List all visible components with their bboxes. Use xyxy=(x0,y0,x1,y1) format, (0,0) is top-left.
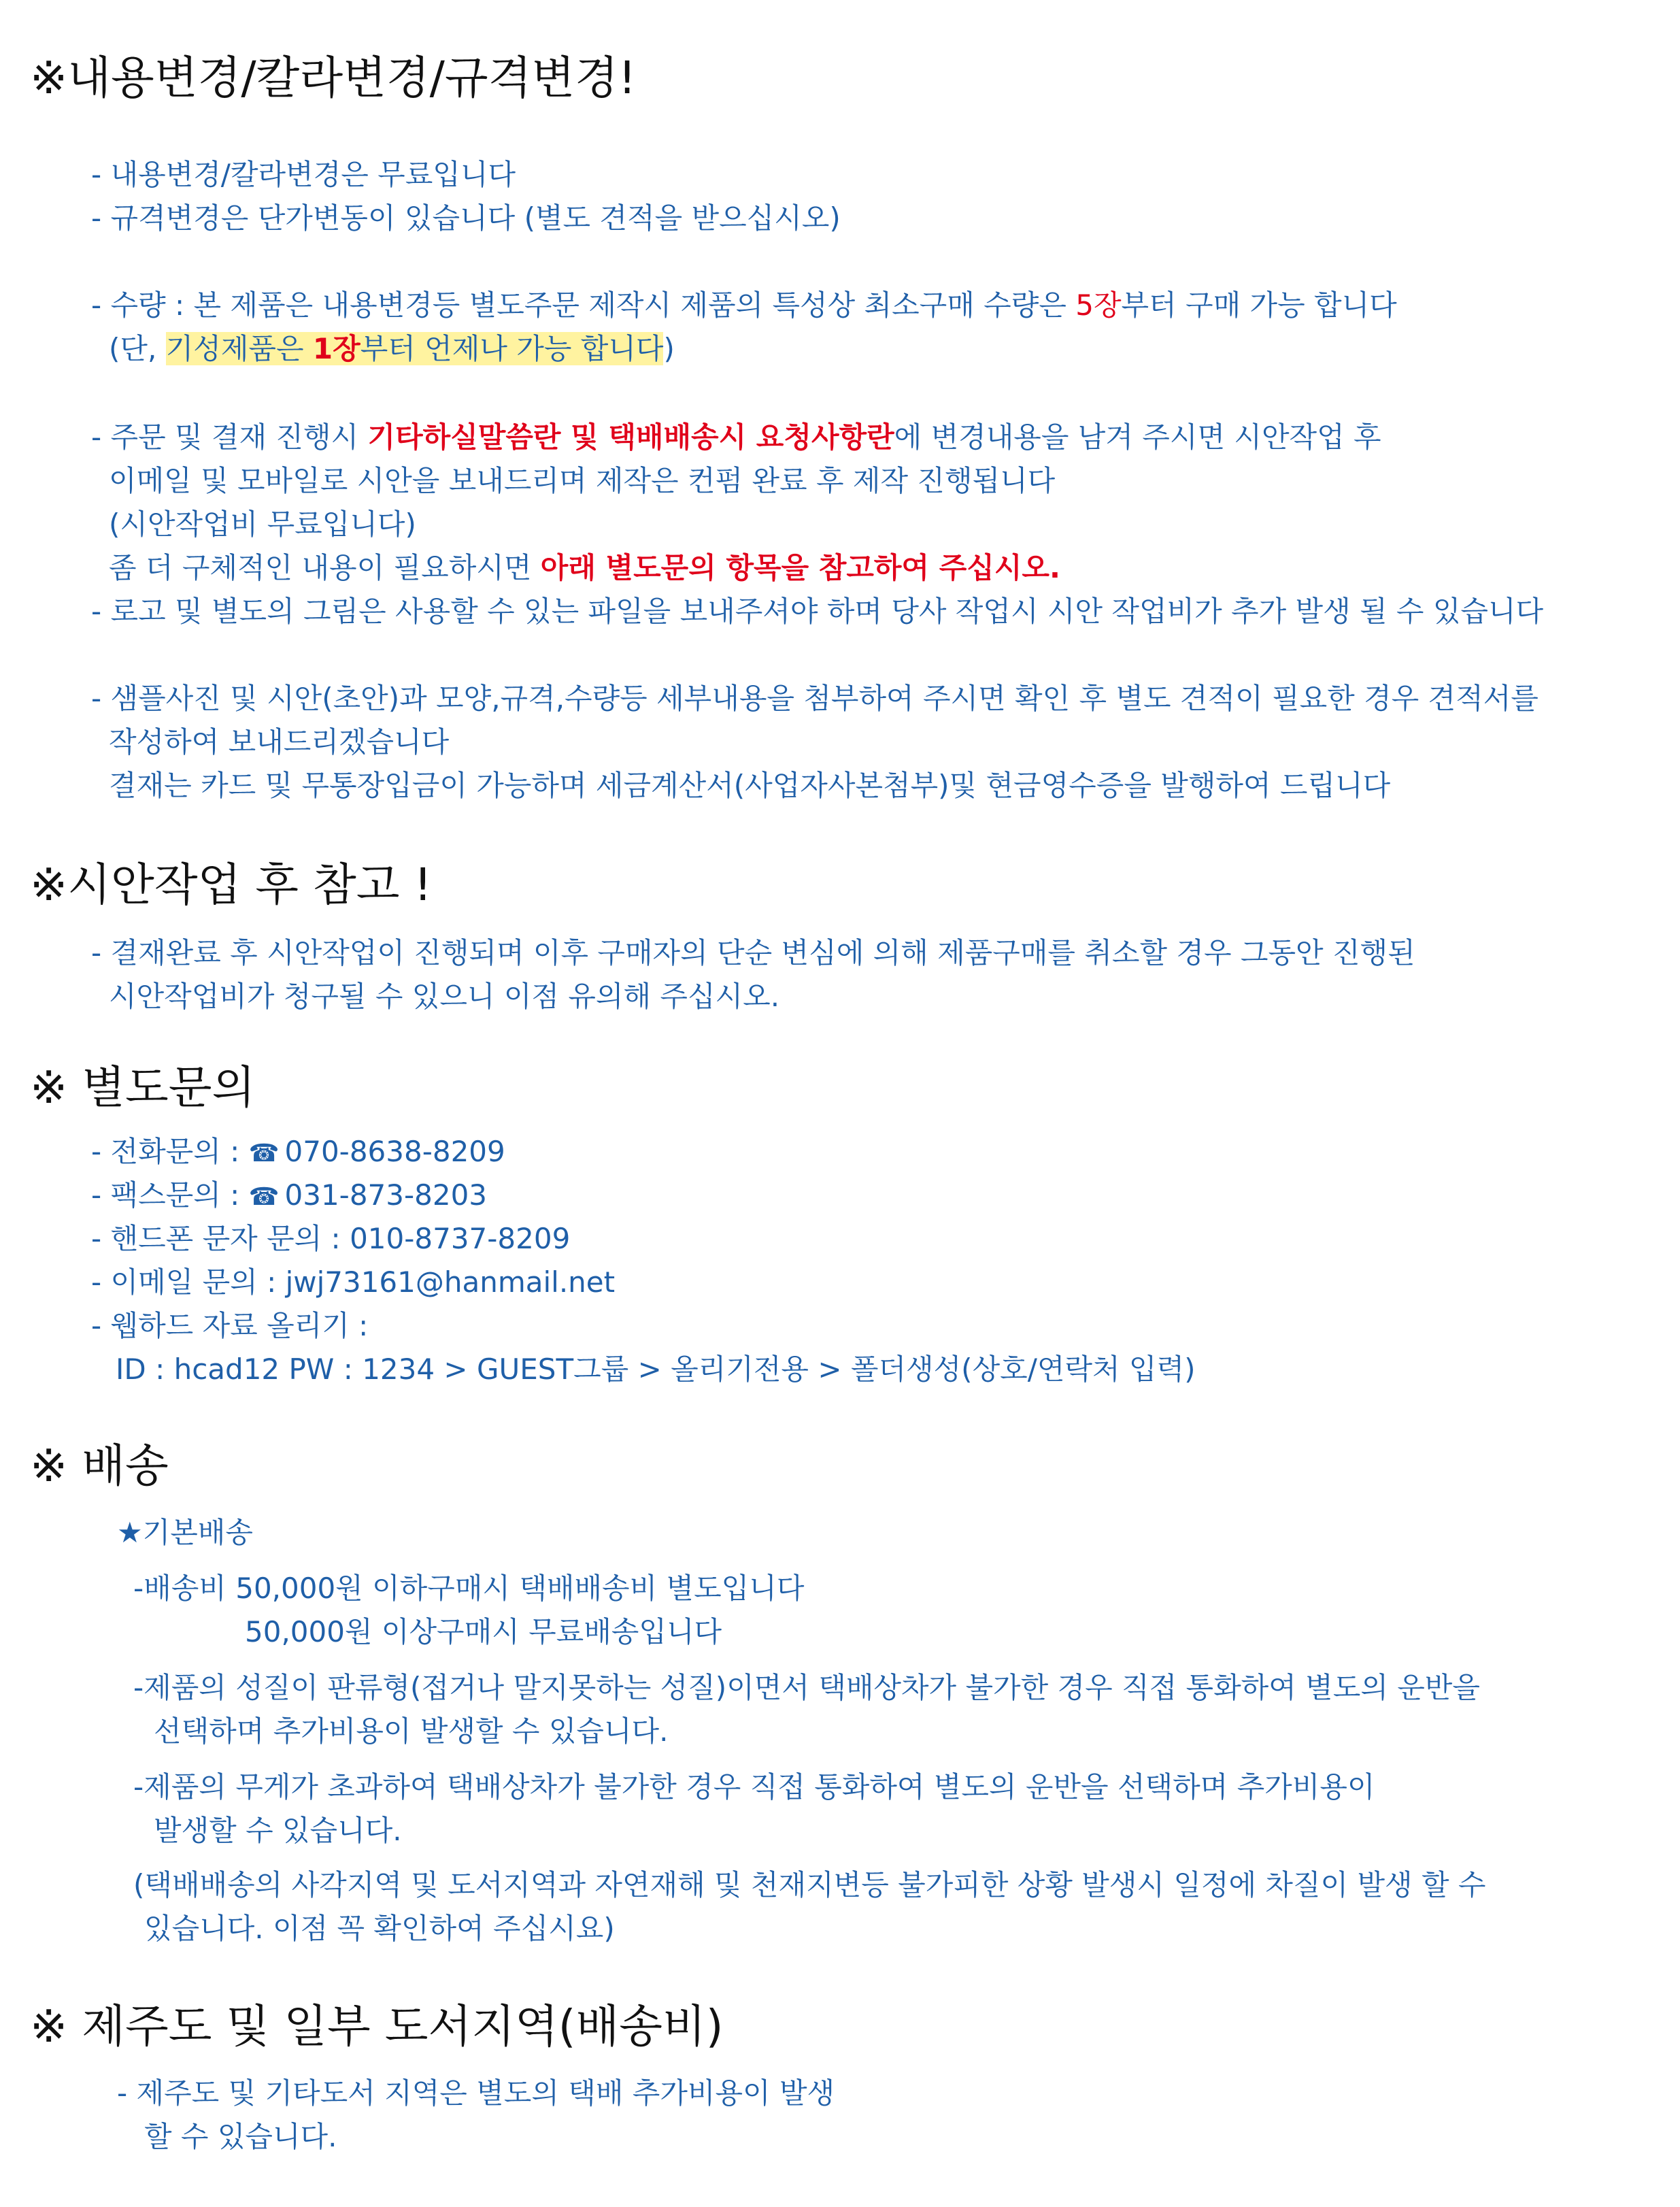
inquiry-webhard: - 웹하드 자료 올리기 : xyxy=(91,1309,369,1342)
changes-line-quote: 작성하여 보내드리겠습니다 xyxy=(109,725,450,759)
shipping-panel-line-1: -제품의 성질이 판류형(접거나 말지못하는 성질)이면서 택배상차가 불가한 경우 직접 통화하여 별도의 운반을 xyxy=(133,1671,1480,1704)
changes-line-stock: (단, 기성제품은 1장부터 언제나 가능 합니다) xyxy=(109,332,675,365)
draft-notice-line-2: 시안작업비가 청구될 수 있으니 이점 유의해 주십시오. xyxy=(109,980,780,1013)
changes-line-logo: - 로고 및 별도의 그림은 사용할 수 있는 파일을 보내주셔야 하며 당사 작업시 시안 작업비가 추가 발생 될 수 있습니다 xyxy=(91,595,1544,628)
inquiry-phone: - 전화문의 : ☎ 070-8638-8209 xyxy=(91,1135,505,1168)
shipping-weight-line-2: 발생할 수 있습니다. xyxy=(154,1814,402,1847)
shipping-basic: ★기본배송 xyxy=(117,1516,253,1549)
shipping-weight-line-1: -제품의 무게가 초과하여 택배상차가 불가한 경우 직접 통화하여 별도의 운반을 선택하며 추가비용이 xyxy=(133,1770,1375,1804)
telephone-icon: ☎ xyxy=(248,1140,280,1167)
jeju-line-2: 할 수 있습니다. xyxy=(144,2120,337,2153)
shipping-fee-line-2: 50,000원 이상구매시 무료배송입니다 xyxy=(245,1615,722,1648)
section-title-shipping: ※ 배송 xyxy=(30,1440,169,1492)
stock-highlight: 기성제품은 1장부터 언제나 가능 합니다 xyxy=(165,332,664,365)
section-title-inquiry: ※ 별도문의 xyxy=(30,1061,256,1114)
jeju-line-1: - 제주도 및 기타도서 지역은 별도의 택배 추가비용이 발생 xyxy=(117,2076,835,2110)
changes-line-draft-free: (시안작업비 무료입니다) xyxy=(109,508,416,541)
changes-line-sample: - 샘플사진 및 시안(초안)과 모양,규격,수량등 세부내용을 첨부하여 주시면 확인 후 별도 견적이 필요한 경우 견적서를 xyxy=(91,682,1539,715)
section-title-draft-notice: ※시안작업 후 참고 ! xyxy=(30,859,432,911)
inquiry-mobile: - 핸드폰 문자 문의 : 010-8737-8209 xyxy=(91,1222,571,1255)
changes-line-order: - 주문 및 결재 진행시 기타하실말씀란 및 택배배송시 요청사항란에 변경내용을 남겨 주시면 시안작업 후 xyxy=(91,420,1381,454)
inquiry-fax: - 팩스문의 : ☎ 031-873-8203 xyxy=(91,1178,488,1212)
changes-line-refer: 좀 더 구체적인 내용이 필요하시면 아래 별도문의 항목을 참고하여 주십시오. xyxy=(109,551,1060,584)
changes-line-draft: 이메일 및 모바일로 시안을 보내드리며 제작은 컨펌 완료 후 제작 진행됩니다 xyxy=(109,464,1056,497)
order-note-emphasis: 기타하실말씀란 및 택배배송시 요청사항란 xyxy=(367,420,894,454)
draft-notice-line-1: - 결재완료 후 시안작업이 진행되며 이후 구매자의 단순 변심에 의해 제품구매를 취소할 경우 그동안 진행된 xyxy=(91,936,1415,969)
refer-emphasis: 아래 별도문의 항목을 참고하여 주십시오. xyxy=(540,551,1060,584)
changes-line-payment: 결재는 카드 및 무통장입금이 가능하며 세금계산서(사업자사본첨부)및 현금영수증을 발행하여 드립니다 xyxy=(109,769,1391,802)
shipping-remote-line-2: 있습니다. 이점 꼭 확인하여 주십시요) xyxy=(144,1912,615,1945)
inquiry-email: - 이메일 문의 : jwj73161@hanmail.net xyxy=(91,1265,616,1299)
min-quantity-value: 5장 xyxy=(1075,288,1122,322)
shipping-fee-line-1: -배송비 50,000원 이하구매시 택배배송비 별도입니다 xyxy=(133,1572,805,1605)
inquiry-webhard-path: ID : hcad12 PW : 1234 > GUEST그룹 > 올리기전용 > 폴더생성(상호/연락처 입력) xyxy=(116,1353,1196,1386)
changes-line-size: - 규격변경은 단가변동이 있습니다 (별도 견적을 받으십시오) xyxy=(91,201,841,235)
section-title-jeju: ※ 제주도 및 일부 도서지역(배송비) xyxy=(30,2000,724,2053)
telephone-icon: ☎ xyxy=(248,1183,280,1211)
shipping-remote-line-1: (택배배송의 사각지역 및 도서지역과 자연재해 및 천재지변등 불가피한 상황 발생시 일정에 차질이 발생 할 수 xyxy=(133,1868,1486,1902)
changes-line-quantity: - 수량 : 본 제품은 내용변경등 별도주문 제작시 제품의 특성상 최소구매 수량은 5장부터 구매 가능 합니다 xyxy=(91,288,1397,322)
changes-line-free: - 내용변경/칼라변경은 무료입니다 xyxy=(91,158,516,191)
shipping-panel-line-2: 선택하며 추가비용이 발생할 수 있습니다. xyxy=(154,1714,669,1748)
section-title-changes: ※내용변경/칼라변경/규격변경! xyxy=(30,52,637,104)
